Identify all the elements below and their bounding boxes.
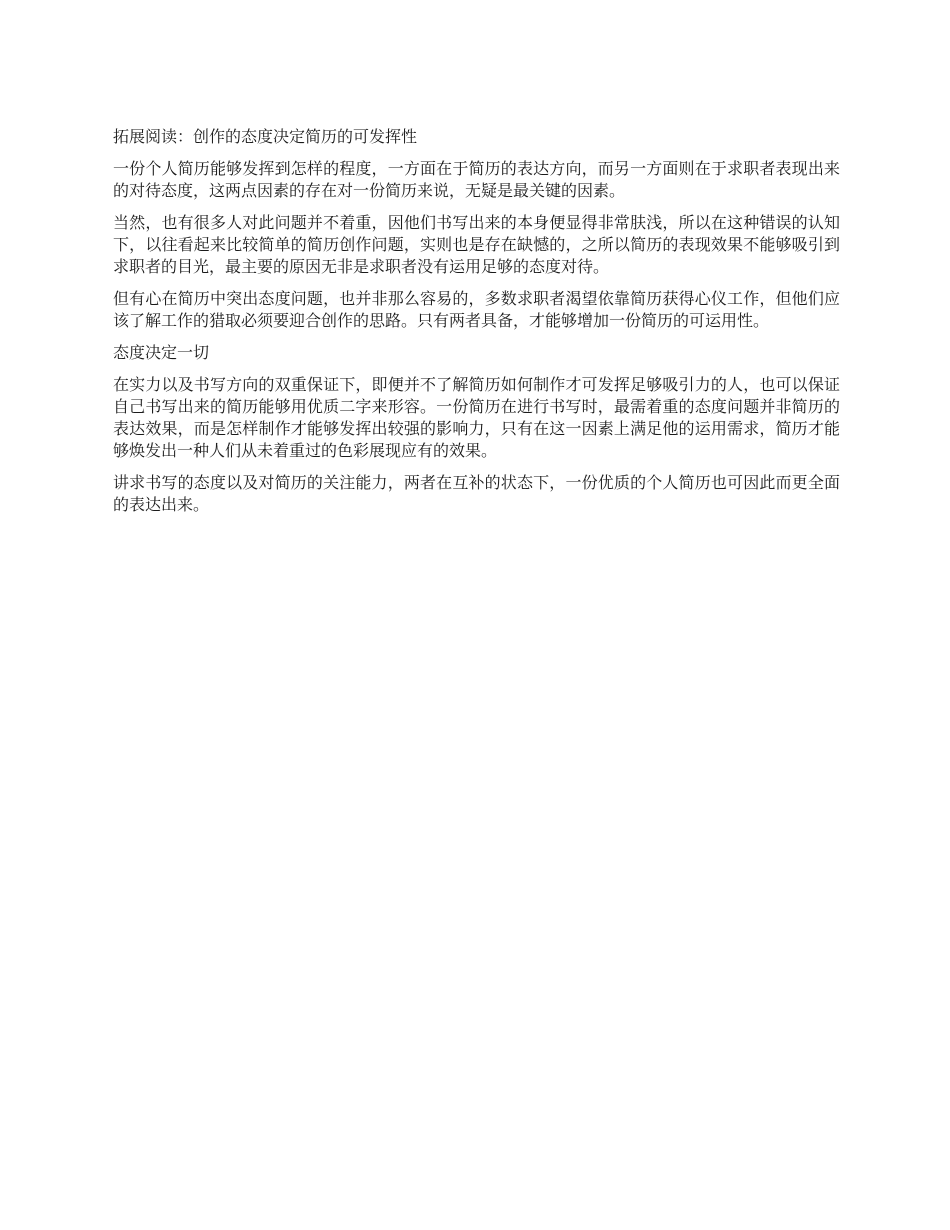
- paragraph-2: 当然，也有很多人对此问题并不着重，因他们书写出来的本身便显得非常肤浅，所以在这种错误的认知下，以往看起来比较简单的简历创作问题，实则也是存在缺憾的，之所以简历的表现效果不能够吸引到求职者的目光，最主要的原因无非是求职者没有运用足够的态度对待。: [113, 213, 840, 276]
- paragraph-1: 一份个人简历能够发挥到怎样的程度，一方面在于简历的表达方向，而另一方面则在于求职者表现出来的对待态度，这两点因素的存在对一份简历来说，无疑是最关键的因素。: [113, 159, 840, 200]
- document-title: 拓展阅读：创作的态度决定简历的可发挥性: [113, 127, 418, 146]
- paragraph-3: 但有心在简历中突出态度问题，也并非那么容易的，多数求职者渴望依靠简历获得心仪工作，但他们应该了解工作的猎取必须要迎合创作的思路。只有两者具备，才能够增加一份简历的可运用性。: [113, 289, 840, 330]
- document-body: [113, 126, 840, 526]
- section-subheading: 态度决定一切: [113, 343, 210, 362]
- paragraph-4: 在实力以及书写方向的双重保证下，即便并不了解简历如何制作才可发挥足够吸引力的人，也可以保证自己书写出来的简历能够用优质二字来形容。一份简历在进行书写时，最需着重的态度问题并非简历的表达效果，而是怎样制作才能够发挥出较强的影响力，只有在这一因素上满足他的运用需求，简历才能够焕发出一种人们从未着重过的色彩展现应有的效果。: [113, 375, 840, 460]
- paragraph-5: 讲求书写的态度以及对简历的关注能力，两者在互补的状态下，一份优质的个人简历也可因此而更全面的表达出来。: [113, 473, 840, 514]
